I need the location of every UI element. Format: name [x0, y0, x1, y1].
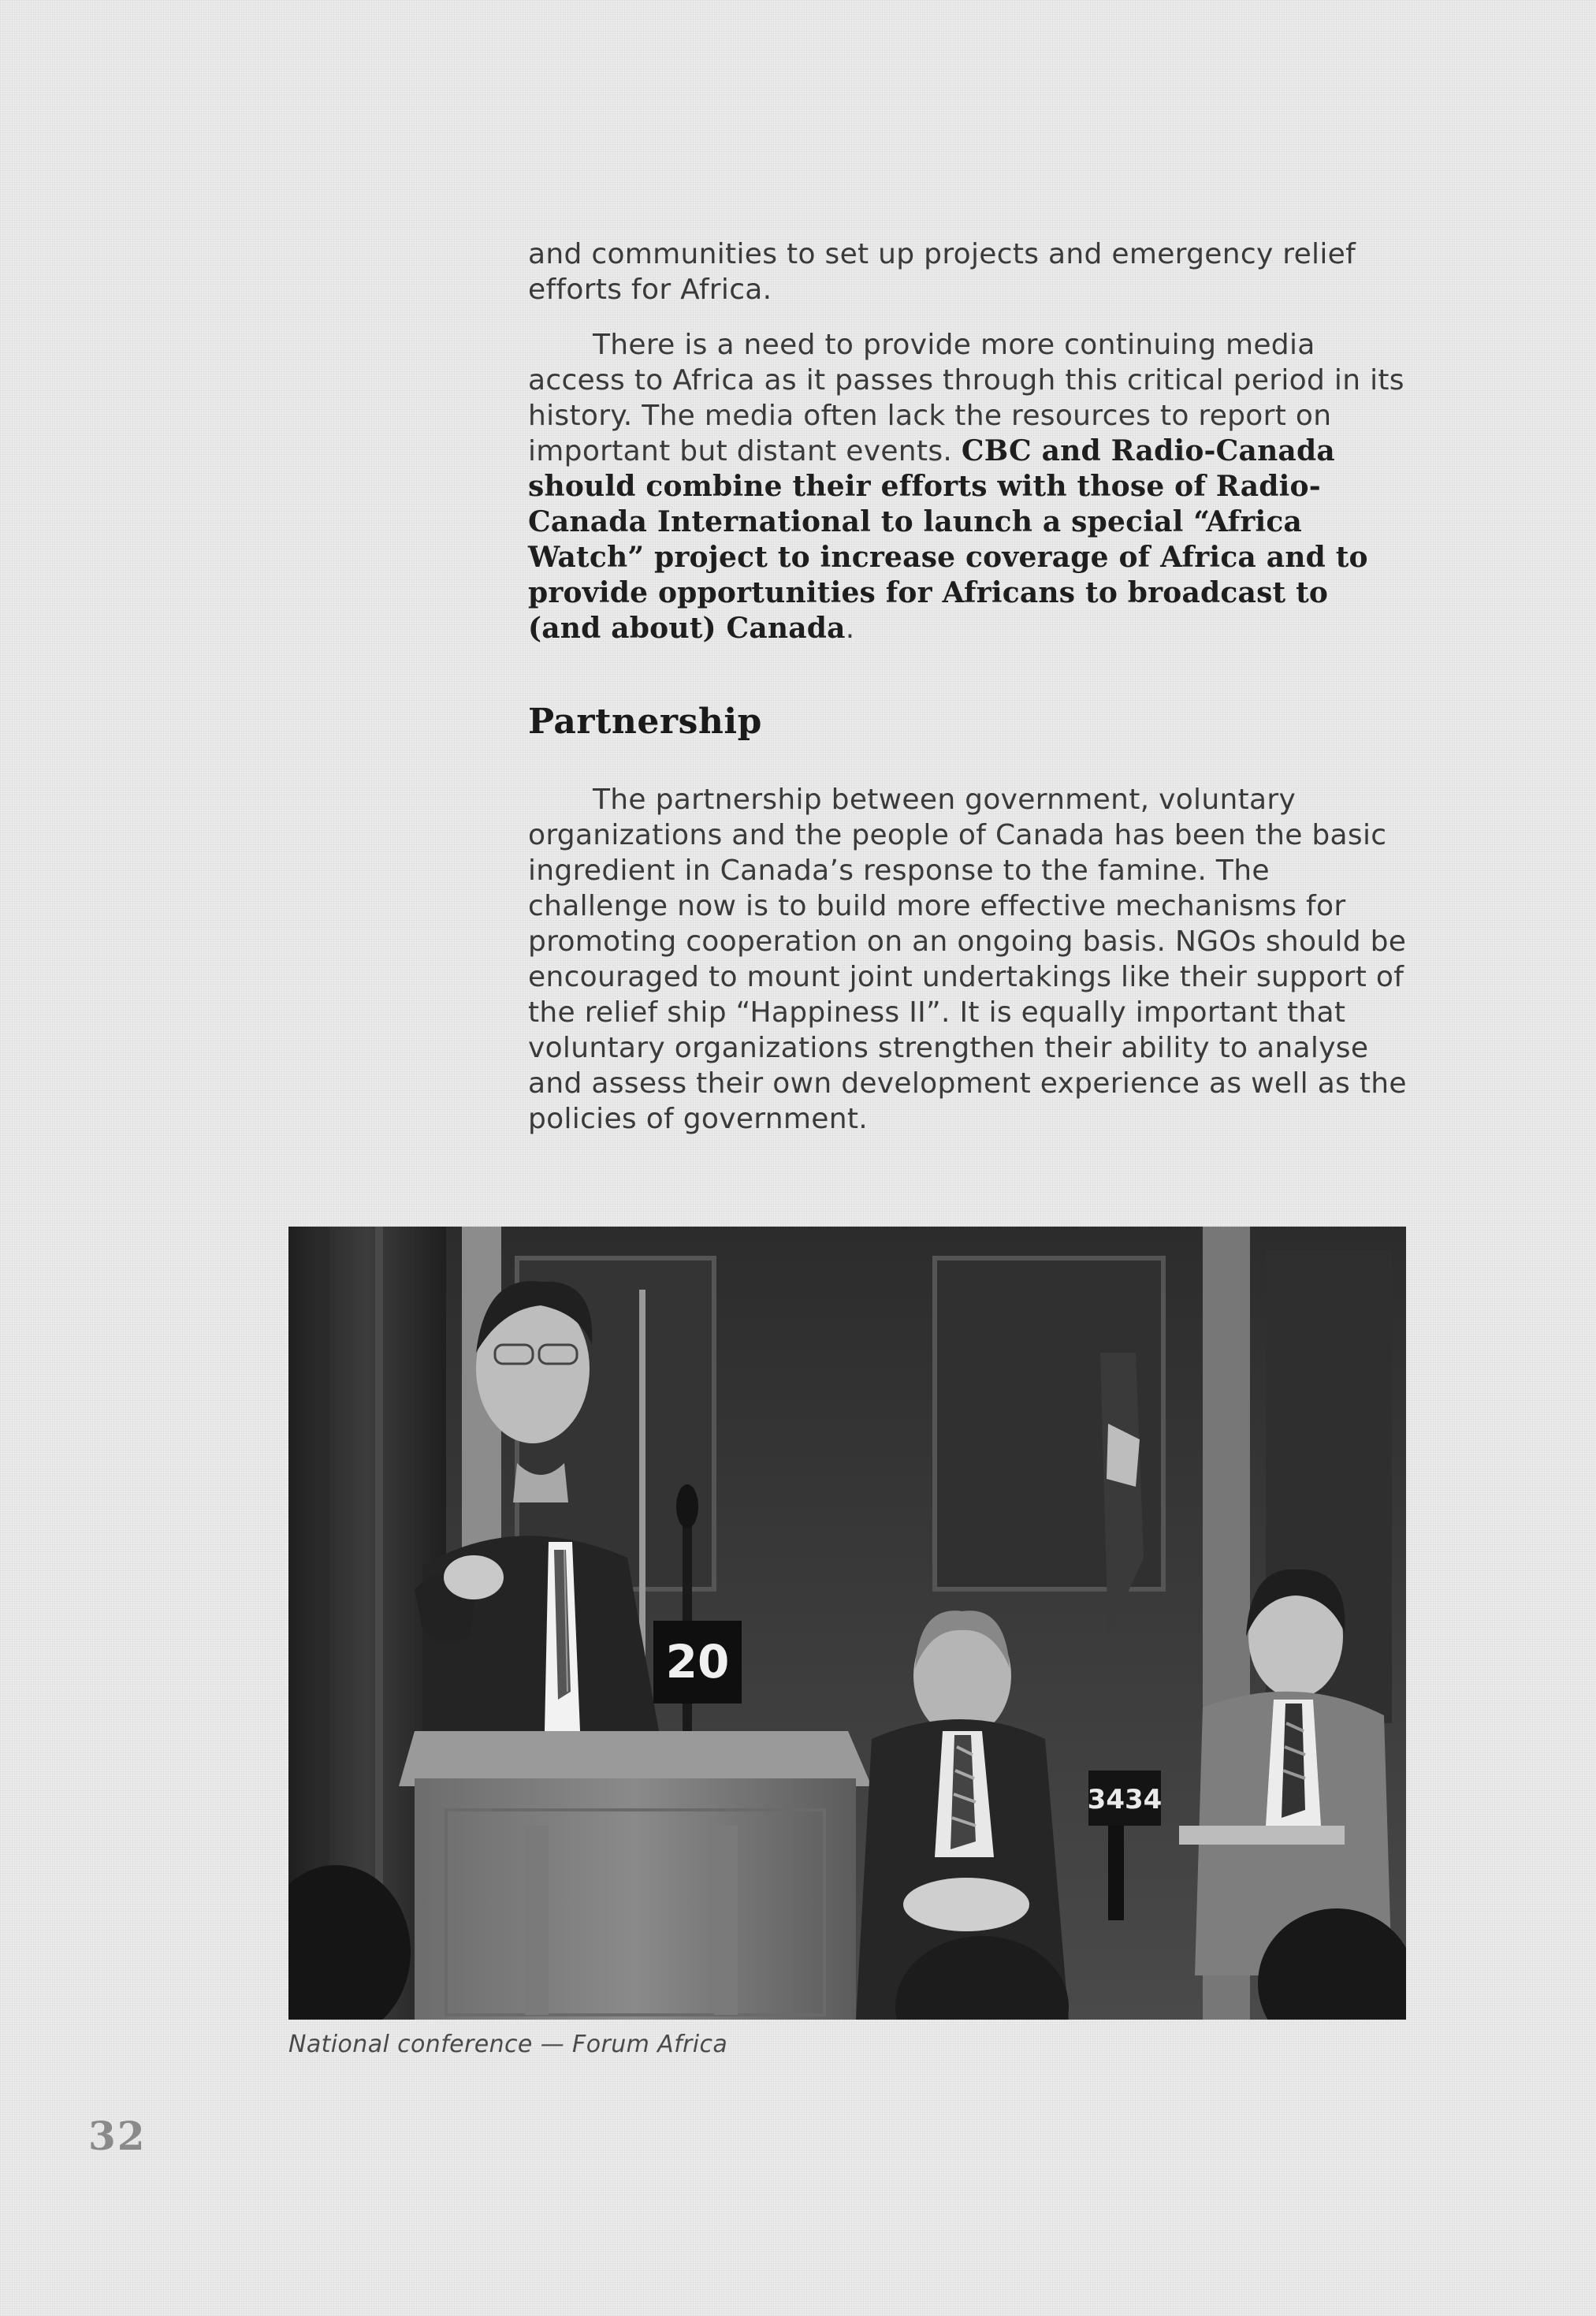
partnership-paragraph: The partnership between government, voluntary organizations and the people of Canada has been the basic ingredient in Canada’s response to the famine. The challenge now is to build more effective mechanisms for promoting cooperation on an ongoing basis. NGOs should be encouraged to mount joint undertakings like their support of the relief ship “Happiness II”. It is equally important that voluntary organizations strengthen their ability to analyse and assess their own development experience as well as the policies of government. — [528, 784, 1407, 1135]
section-heading-partnership: Partnership — [528, 702, 762, 742]
recommendation-bold-text: CBC and Radio-Canada should combine their efforts with those of Radio-Canada International to launch a special “Africa Watch” project to increase coverage of Africa and to provide opportunities for Africans to broadcast to (and about) Canada — [528, 434, 1368, 645]
podium-sign-number: 20 — [665, 1635, 730, 1689]
conference-photo-illustration — [288, 1227, 1406, 2020]
podium — [399, 1731, 872, 2020]
page-number: 32 — [88, 2113, 147, 2159]
podium-number-sign — [653, 1621, 742, 1703]
body-paragraph-1: and communities to set up projects and emergency relief efforts for Africa. — [528, 238, 1356, 306]
body-paragraph-2-intro: There is a need to provide more continuing media access to Africa as it passes through this critical period in its history. The media often lack the resources to report on important but distant events. — [528, 329, 1404, 467]
body-paragraph-2 — [528, 327, 1411, 646]
table-sign-number: 3434 — [1087, 1784, 1163, 1815]
photo-caption: National conference — Forum Africa — [288, 2031, 728, 2058]
body-paragraph-2-end: . — [845, 613, 855, 645]
main-text-column — [528, 236, 1411, 1137]
conference-photo — [288, 1227, 1406, 2020]
